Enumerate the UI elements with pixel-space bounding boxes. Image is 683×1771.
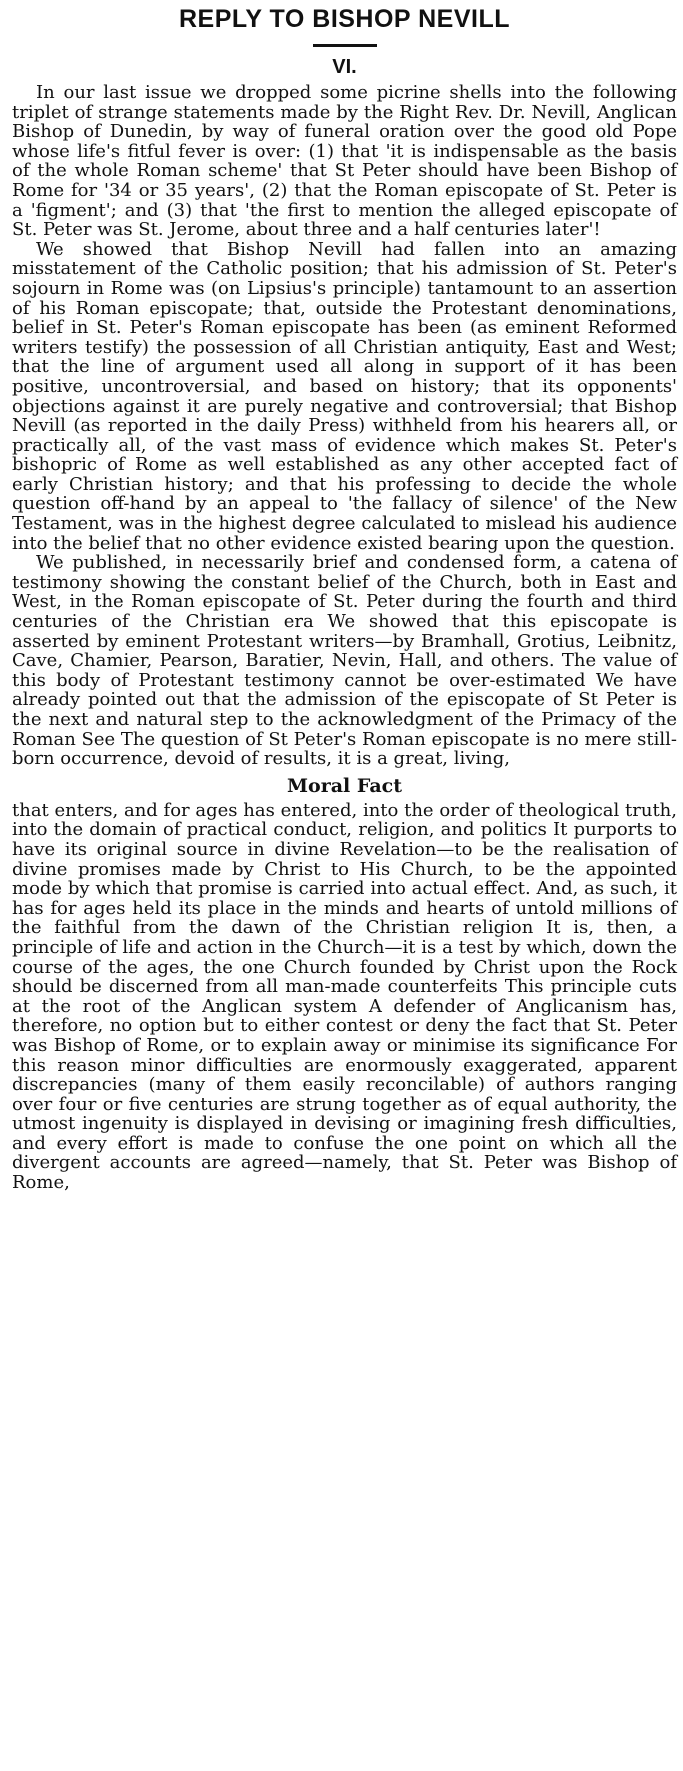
paragraph-moral-fact: that enters, and for ages has entered, into the order of theological truth, into the domain of practical conduct, religion, and politics It purports to have its original source in divine Revelation—to be the realisation of divine promises made by Christ to His Church, to be the appointed mode by which that promise is carried into actual effect. And, as such, it has for ages held its place in the minds and hearts of untold millions of the faithful from the dawn of the Christian religion It is, then, a principle of life and action in the Church—it is a test by which, down the course of the ages, the one Church founded by Christ upon the Rock should be discerned from all man-made counterfeits This principle cuts at the root of the Anglican system A defender of Anglicanism has, therefore, no option but to either contest or deny the fact that St. Peter was Bishop of Rome, or to explain away or minimise its significance For this reason minor difficulties are enormously exaggerated, apparent discrepancies (many of them easily reconcilable) of authors ranging over four or five centuries are strung together as of equal authority, the utmost ingenuity is displayed in devising or imagining fresh difficulties, and every effort is made to confuse the one point on which all the divergent accounts are agreed—namely, that St. Peter was Bishop of Rome,: [12, 799, 677, 1194]
article-headline: REPLY TO BISHOP NEVILL: [179, 5, 510, 33]
section-subheading: Moral Fact: [287, 774, 402, 797]
paragraph-summary: We showed that Bishop Nevill had fallen into an amazing misstatement of the Catholic position; that his admission of St. Peter's sojourn in Rome was (on Lipsius's principle) tantamount to an assertion of his Roman episcopate; that, outside the Protestant denominations, belief in St. Peter's Roman episcopate has been (as eminent Reformed writers testify) the possession of all Christian antiquity, East and West; that the line of argument used all along in support of it has been positive, uncontroversial, and based on history; that its opponents' objections against it are purely negative and controversial; that Bishop Nevill (as reported in the daily Press) withheld from his hearers all, or practically all, of the vast mass of evidence which makes St. Peter's bishopric of Rome as well established as any other accepted fact of early Christian history; and that his professing to decide the whole question off-hand by an appeal to 'the fallacy of silence' of the New Testament, was in the highest degree calculated to mislead his audience into the belief that no other evidence existed bearing upon the question.: [12, 238, 677, 554]
paragraph-intro: In our last issue we dropped some picrine shells into the following triplet of strange statements made by the Right Rev. Dr. Nevill, Anglican Bishop of Dunedin, by way of funeral oration over the good old Pope whose life's fitful fever is over: (1) that 'it is indispensable as the basis of the whole Roman scheme' that St Peter should have been Bishop of Rome for '34 or 35 years', (2) that the Roman episcopate of St. Peter is a 'figment'; and (3) that 'the first to mention the alleged episcopate of St. Peter was St. Jerome, about three and a half centuries later'!: [12, 82, 677, 241]
headline-divider: [313, 44, 377, 47]
paragraph-testimony: We published, in necessarily brief and condensed form, a catena of testimony showing the constant belief of the Church, both in East and West, in the Roman episcopate of St. Peter during the fourth and third centuries of the Christian era We showed that this episcopate is asserted by eminent Protestant writers—by Bramhall, Grotius, Leibnitz, Cave, Chamier, Pearson, Baratier, Nevin, Hall, and others. The value of this body of Protestant testimony cannot be over-estimated We have already pointed out that the admission of the episcopate of St Peter is the next and natural step to the acknowledgment of the Primacy of the Roman See The question of St Peter's Roman episcopate is no mere still-born occurrence, devoid of results, it is a great, living,: [12, 552, 677, 770]
part-number: VI.: [332, 56, 357, 78]
